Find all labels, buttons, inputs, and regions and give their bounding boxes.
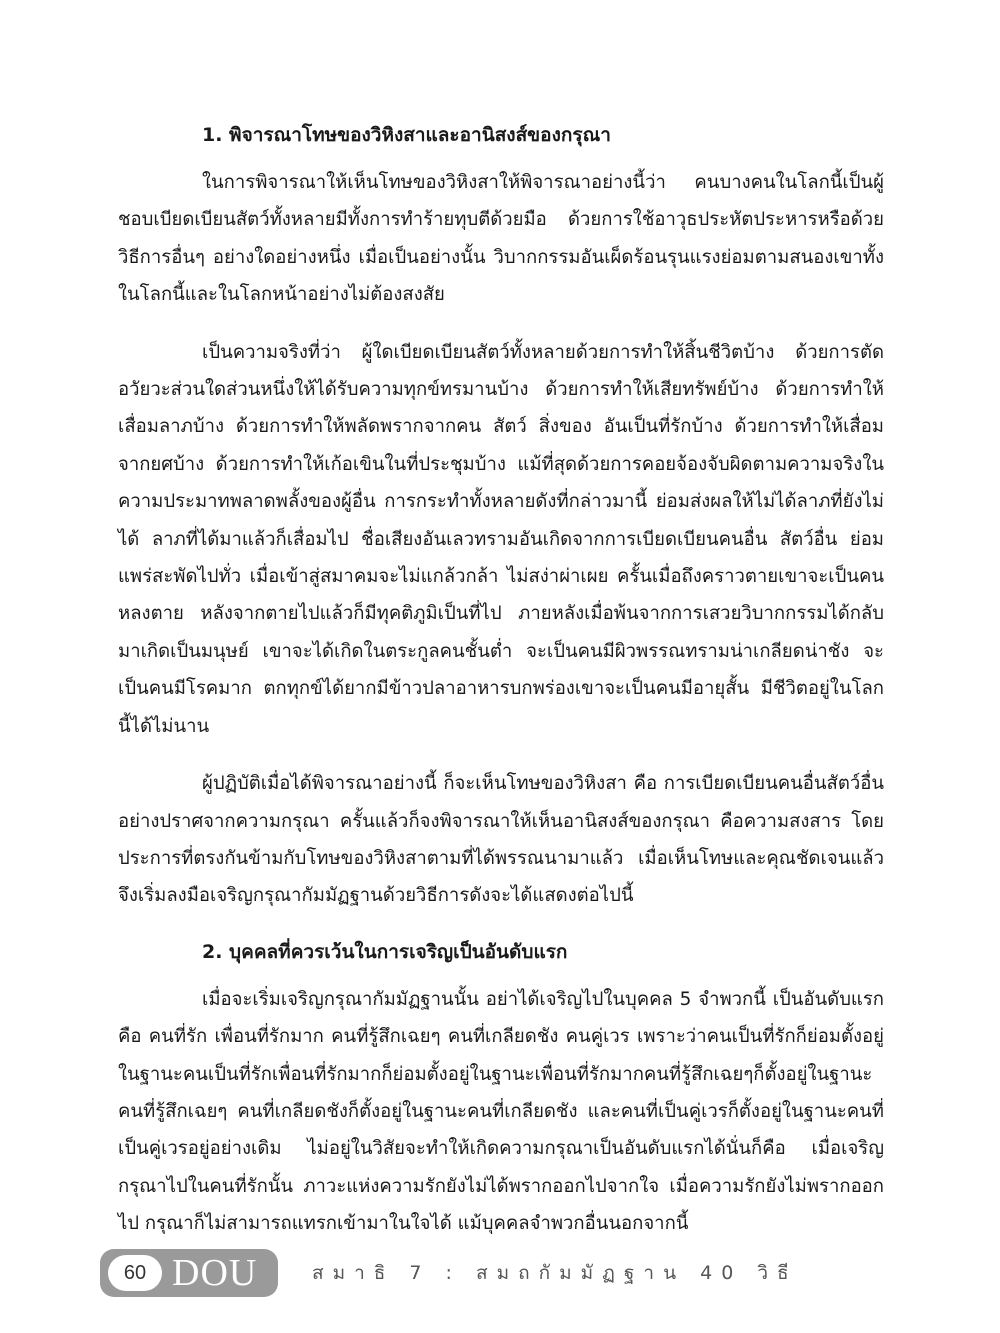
dou-logo: DOU bbox=[172, 1252, 258, 1294]
page-content bbox=[118, 118, 884, 1263]
section-1-paragraph-1: ในการพิจารณาให้เห็นโทษของวิหิงสาให้พิจารณาอย่างนี้ว่า คนบางคนในโลกนี้เป็นผู้ชอบเบียดเบียนสัตว์ทั้งหลายมีทั้งการทำร้ายทุบตีด้วยมือ ด้วยการใช้อาวุธประหัตประหารหรือด้วยวิธีการอื่นๆ อย่างใดอย่างหนึ่ง เมื่อเป็นอย่างนั้น วิบากกรรมอันเผ็ดร้อนรุนแรงย่อมตามสนองเขาทั้งในโลกนี้และในโลกหน้าอย่างไม่ต้องสงสัย bbox=[118, 172, 884, 306]
running-title: สมาธิ 7 : สมถกัมมัฏฐาน 40 วิธี bbox=[312, 1262, 798, 1284]
section-1 bbox=[118, 118, 884, 915]
section-1-paragraph-3: ผู้ปฏิบัติเมื่อได้พิจารณาอย่างนี้ ก็จะเห็นโทษของวิหิงสา คือ การเบียดเบียนคนอื่นสัตว์อื่นอย่างปราศจากความกรุณา ครั้นแล้วก็จงพิจารณาให้เห็นอานิสงส์ของกรุณา คือความสงสาร โดยประการที่ตรงกันข้ามกับโทษของวิหิงสาตามที่ได้พรรณนามาแล้ว เมื่อเห็นโทษและคุณชัดเจนแล้วจึงเริ่มลงมือเจริญกรุณากัมมัฏฐานด้วยวิธีการดังจะได้แสดงต่อไปนี้ bbox=[118, 773, 884, 907]
section-2-heading: 2. บุคคลที่ควรเว้นในการเจริญเป็นอันดับแรก bbox=[202, 940, 568, 963]
section-2-paragraph-1: เมื่อจะเริ่มเจริญกรุณากัมมัฏฐานนั้น อย่าได้เจริญไปในบุคคล 5 จำพวกนี้ เป็นอันดับแรก คือ คนที่รัก เพื่อนที่รักมาก คนที่รู้สึกเฉยๆ คนที่เกลียดชัง คนคู่เวร เพราะว่าคนเป็นที่รักก็ย่อมตั้งอยู่ในฐานะคนเป็นที่รักเพื่อนที่รักมากก็ย่อมตั้งอยู่ในฐานะเพื่อนที่รักมากคนที่รู้สึกเฉยๆก็ตั้งอยู่ในฐานะคนที่รู้สึกเฉยๆ คนที่เกลียดชังก็ตั้งอยู่ในฐานะคนที่เกลียดชัง และคนที่เป็นคู่เวรก็ตั้งอยู่ในฐานะคนที่เป็นคู่เวรอยู่อย่างเดิม ไม่อยู่ในวิสัยจะทำให้เกิดความกรุณาเป็นอันดับแรกได้นั่นก็คือ เมื่อเจริญกรุณาไปในคนที่รักนั้น ภาวะแห่งความรักยังไม่ได้พรากออกไปจากใจ เมื่อความรักยังไม่พรากออกไป กรุณาก็ไม่สามารถแทรกเข้ามาในใจได้ แม้บุคคลจำพวกอื่นนอกจากนี้ bbox=[118, 988, 884, 1235]
section-1-paragraph-2: เป็นความจริงที่ว่า ผู้ใดเบียดเบียนสัตว์ทั้งหลายด้วยการทำให้สิ้นชีวิตบ้าง ด้วยการตัดอวัยวะส่วนใดส่วนหนึ่งให้ได้รับความทุกข์ทรมานบ้าง ด้วยการทำให้เสียทรัพย์บ้าง ด้วยการทำให้เสื่อมลาภบ้าง ด้วยการทำให้พลัดพรากจากคน สัตว์ สิ่งของ อันเป็นที่รักบ้าง ด้วยการทำให้เสื่อมจากยศบ้าง ด้วยการทำให้เก้อเขินในที่ประชุมบ้าง แม้ที่สุดด้วยการคอยจ้องจับผิดตามความจริงในความประมาทพลาดพลั้งของผู้อื่น การกระทำทั้งหลายดังที่กล่าวมานี้ ย่อมส่งผลให้ไม่ได้ลาภที่ยังไม่ได้ ลาภที่ได้มาแล้วก็เสื่อมไป ชื่อเสียงอันเลวทรามอันเกิดจากการเบียดเบียนคนอื่น สัตว์อื่น ย่อมแพร่สะพัดไปทั่ว เมื่อเข้าสู่สมาคมจะไม่แกล้วกล้า ไม่สง่าผ่าเผย ครั้นเมื่อถึงคราวตายเขาจะเป็นคนหลงตาย หลังจากตายไปแล้วก็มีทุคติภูมิเป็นที่ไป ภายหลังเมื่อพ้นจากการเสวยวิบากกรรมได้กลับมาเกิดเป็นมนุษย์ เขาจะได้เกิดในตระกูลคนชั้นต่ำ จะเป็นคนมีผิวพรรณทรามน่าเกลียดน่าชัง จะเป็นคนมีโรคมาก ตกทุกข์ได้ยากมีข้าวปลาอาหารบกพร่องเขาจะเป็นคนมีอายุสั้น มีชีวิตอยู่ในโลกนี้ได้ไม่นาน bbox=[118, 341, 884, 737]
section-2 bbox=[118, 935, 884, 1243]
page-number: 60 bbox=[108, 1255, 162, 1291]
page-footer bbox=[100, 1249, 798, 1297]
footer-badge bbox=[100, 1249, 278, 1297]
section-1-heading: 1. พิจารณาโทษของวิหิงสาและอานิสงส์ของกรุณา bbox=[202, 124, 611, 146]
